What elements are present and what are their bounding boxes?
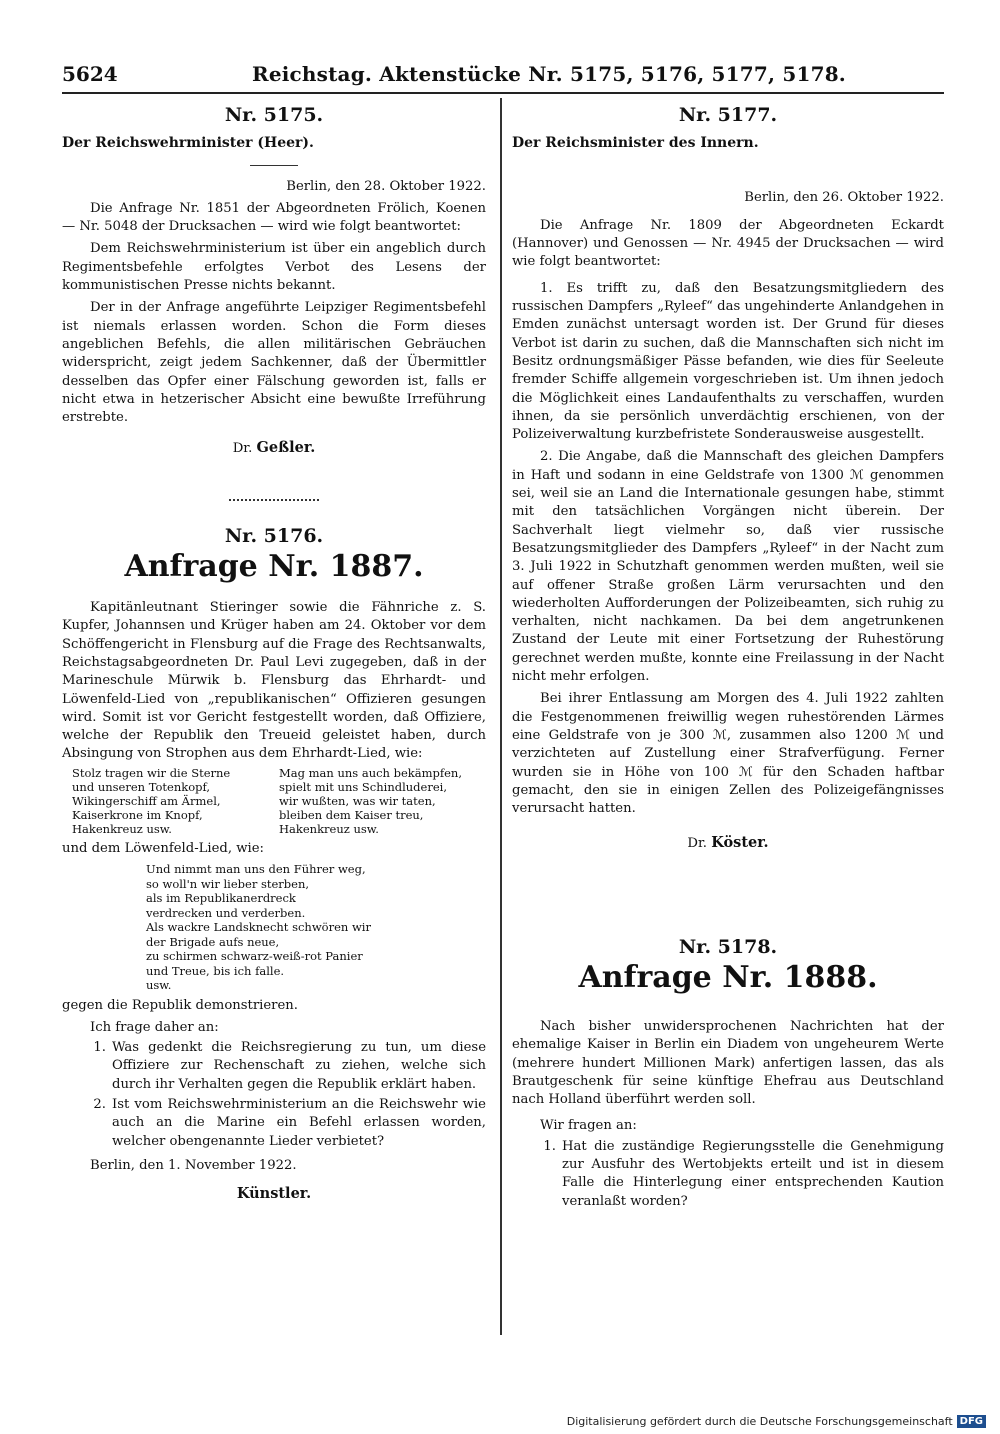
question-text: Hat die zuständige Regierungsstelle die Genehmigung zur Ausfuhr des Wertobjekts erteilt und ist in diesem Falle die Hinterlegung einer entsprechenden Kaution veranlaßt worden?	[562, 1138, 944, 1209]
question-item	[62, 1096, 486, 1151]
verse-line: und Treue, bis ich falle.	[146, 963, 285, 978]
paragraph: 2. Die Angabe, daß die Mannschaft des gleichen Dampfers in Haft und sodann in eine Geldstrafe von 1300 ℳ genommen sei, weil sie an Land die Internationale gesungen habe, stimmt mit den tatsächlichen Vorgängen nicht überein. Der Sachverhalt liegt vielmehr so, daß vier russische Besatzungsmitglieder des Dampfers „Ryleef“ in der Nacht zum 3. Juli 1922 in Schutzhaft genommen werden mußten, weil sie auf offener Straße großen Lärm verursachten und den wiederholten Aufforderungen der Polizeibeamten, sich ruhig zu verhalten, nicht nachkamen. Da bei dem angetrunkenen Zustand der Leute mit einer Fortsetzung der Ruhestörung gerechnet werden mußte, konnte eine Freilassung in der Nacht nicht mehr erfolgen.	[512, 449, 944, 685]
section-divider	[229, 499, 319, 501]
paragraph: Der in der Anfrage angeführte Leipziger Regimentsbefehl ist niemals erlassen worden. Schon die Form dieses angeblichen Befehls, die allen militärischen Gebräuchen widerspricht, zeigt jedem Sachkenner, daß der Übermittler desselben das Opfer einer Fälschung geworden ist, falls er nicht etwa in hetzerischer Absicht eine bewußte Irreführung erstrebte.	[62, 300, 486, 426]
verse-line: Hakenkreuz usw.	[72, 821, 172, 836]
left-column	[62, 106, 486, 1204]
page-header	[62, 58, 944, 94]
verse-stanza	[279, 766, 486, 836]
digitization-credit	[567, 1415, 986, 1428]
question-number: 1.	[543, 1138, 556, 1154]
document-5175	[62, 106, 486, 459]
dfg-logo: DFG	[957, 1415, 986, 1428]
document-number: Nr. 5175.	[224, 104, 324, 126]
verse-line: Hakenkreuz usw.	[279, 821, 379, 836]
verse-line: als im Republikanerdreck	[146, 891, 296, 906]
right-column	[512, 106, 944, 1211]
document-5176	[62, 524, 486, 1205]
paragraph: Kapitänleutnant Stieringer sowie die Fähnriche z. S. Kupfer, Johannsen und Krüger haben am 24. Oktober vor dem Schöffengericht in Flensburg auf die Frage des Rechtsanwalts, Reichstagsabgeordneten Dr. Paul Levi zugegeben, daß in der Marineschule Mürwik b. Flensburg das Ehrhardt- und Löwenfeld-Lied von „republikanischen“ Offizieren gesungen wird. Somit ist vor Gericht festgestellt worden, daß Offiziere, welche der Republik den Treueid geleistet haben, durch Absingung von Strophen aus dem Ehrhardt-Lied, wie:	[62, 600, 486, 762]
signature	[62, 1185, 486, 1204]
question-text: Ist vom Reichswehrministerium an die Reichswehr wie auch an die Marine ein Befehl erlassen worden, welcher obengenannte Lieder verbietet?	[112, 1097, 486, 1149]
paragraph: Die Anfrage Nr. 1809 der Abgeordneten Eckardt (Hannover) und Genossen — Nr. 4945 der Drucksachen — wird wie folgt beantwortet:	[512, 217, 944, 270]
question-item	[62, 1039, 486, 1094]
verse-line: bleiben dem Kaiser treu,	[279, 807, 424, 822]
verse-line: usw.	[146, 978, 172, 993]
page-number: 5624	[62, 62, 118, 86]
issuer: Der Reichsminister des Innern.	[512, 135, 759, 152]
signature-title: Dr.	[232, 441, 253, 457]
question-item	[512, 1138, 944, 1211]
issuer: Der Reichswehrminister (Heer).	[62, 135, 314, 152]
verse-line: Als wackre Landsknecht schwören wir	[146, 920, 371, 935]
running-title: Reichstag. Aktenstücke Nr. 5175, 5176, 5177, 5178.	[252, 62, 846, 86]
signature-name: Köster.	[711, 834, 769, 852]
paragraph: Dem Reichswehrministerium ist über ein angeblich durch Regimentsbefehle erfolgtes Verbot des Lesens der kommunistischen Presse nichts bekannt.	[62, 241, 486, 294]
verse-line: Wikingerschiff am Ärmel,	[72, 793, 221, 808]
column-divider	[500, 98, 502, 1335]
paragraph: gegen die Republik demonstrieren.	[62, 997, 298, 1013]
verse-line: Stolz tragen wir die Sterne	[72, 765, 231, 780]
verse-line: spielt mit uns Schindluderei,	[279, 779, 447, 794]
document-number: Nr. 5178.	[678, 935, 778, 958]
verse-line: Mag man uns auch bekämpfen,	[279, 765, 462, 780]
signature	[62, 439, 486, 458]
verse-ehrhardt-lied	[72, 766, 486, 836]
document-number: Nr. 5176.	[224, 524, 324, 547]
inquiry-title: Anfrage Nr. 1888.	[578, 959, 878, 995]
verse-line: so woll'n wir lieber sterben,	[146, 876, 310, 891]
document-5177	[512, 106, 944, 854]
verse-line: Und nimmt man uns den Führer weg,	[146, 862, 366, 877]
paragraph: Wir fragen an:	[540, 1118, 637, 1134]
paragraph: und dem Löwenfeld-Lied, wie:	[62, 840, 265, 856]
question-text: Was gedenkt die Reichsregierung zu tun, um diese Offiziere zur Rechenschaft zu ziehen, welche sich durch ihr Verhalten gegen die Republik erklärt haben.	[112, 1040, 486, 1092]
paragraph: 1. Es trifft zu, daß den Besatzungsmitgliedern des russischen Dampfers „Ryleef“ das ungehinderte Anlandgehen in Emden zunächst untersagt worden ist. Der Grund für dieses Verbot ist darin zu suchen, daß die Mannschaften sich nicht im Besitz ordnungsmäßiger Pässe befanden, wie dies für Seeleute fremder Schiffe allgemein vorgeschrieben ist. Um ihnen jedoch die Möglichkeit eines Landaufenthalts zu verschaffen, wurden ihnen, da sie persönlich unverdächtig erschienen, von der Polizeiverwaltung kurzbefristete Sonderausweise ausgestellt.	[512, 280, 944, 443]
signature-name: Geßler.	[256, 439, 316, 457]
separator-rule	[250, 165, 298, 166]
credit-text: Digitalisierung gefördert durch die Deutsche Forschungsgemeinschaft	[566, 1415, 953, 1428]
signature	[512, 834, 944, 853]
paragraph: Die Anfrage Nr. 1851 der Abgeordneten Frölich, Koenen — Nr. 5048 der Drucksachen — wird wie folgt beantwortet:	[62, 200, 486, 235]
verse-line: und unseren Totenkopf,	[72, 779, 211, 794]
signature-name: Künstler.	[236, 1185, 312, 1203]
dateline: Berlin, den 26. Oktober 1922.	[744, 189, 944, 205]
dateline: Berlin, den 1. November 1922.	[90, 1157, 297, 1173]
verse-stanza	[72, 766, 279, 836]
verse-line: verdrecken und verderben.	[146, 905, 306, 920]
paragraph: Ich frage daher an:	[90, 1019, 219, 1035]
question-number: 2.	[93, 1097, 106, 1112]
dateline: Berlin, den 28. Oktober 1922.	[286, 178, 486, 194]
verse-line: Kaiserkrone im Knopf,	[72, 807, 203, 822]
verse-line: der Brigade aufs neue,	[146, 934, 280, 949]
verse-line: wir wußten, was wir taten,	[279, 793, 436, 808]
verse-line: zu schirmen schwarz-weiß-rot Panier	[146, 949, 363, 964]
verse-loewenfeld-lied	[146, 862, 486, 993]
paragraph: Nach bisher unwidersprochenen Nachrichten hat der ehemalige Kaiser in Berlin ein Diadem von ungeheurem Werte (mehrere hundert Millionen Mark) anfertigen lassen, das als Brautgeschenk für seine künftige Ehefrau aus Deutschland nach Holland überführt werden soll.	[512, 1018, 944, 1108]
inquiry-title: Anfrage Nr. 1887.	[124, 549, 424, 585]
document-5178	[512, 935, 944, 1211]
paragraph: Bei ihrer Entlassung am Morgen des 4. Juli 1922 zahlten die Festgenommenen freiwillig wegen ruhestörenden Lärmes eine Geldstrafe von je 300 ℳ, zusammen also 1200 ℳ und verzichteten auf Zustellung einer Strafverfügung. Ferner wurden sie in Höhe von 100 ℳ für den Schaden haftbar gemacht, den sie in einigen Zellen des Polizeigefängnisses verursacht hatten.	[512, 691, 944, 817]
question-number: 1.	[93, 1040, 106, 1056]
document-number: Nr. 5177.	[678, 104, 778, 126]
signature-title: Dr.	[687, 836, 707, 852]
